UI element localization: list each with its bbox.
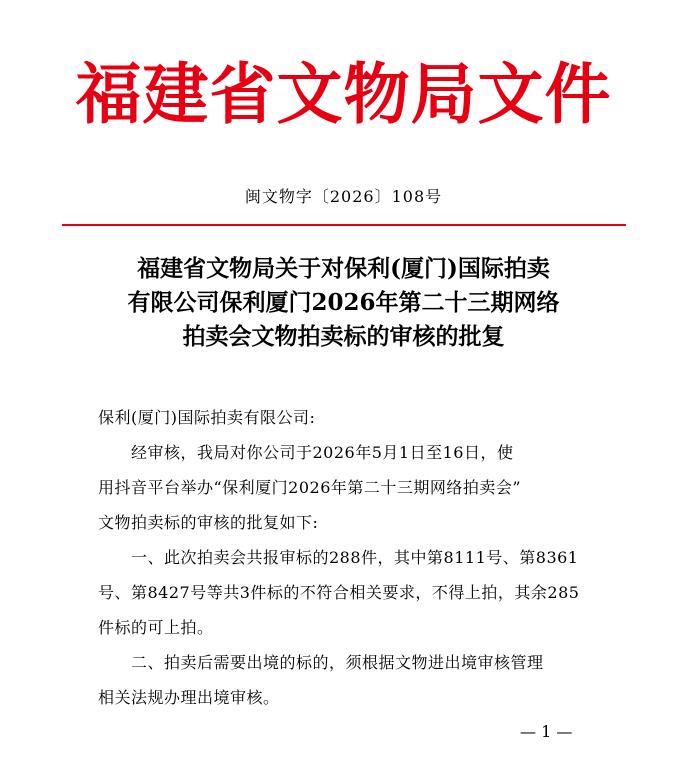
addressee: 保利(厦门)国际拍卖有限公司: bbox=[98, 408, 316, 427]
body-line-6: 件标的可上拍。 bbox=[98, 618, 214, 637]
page-number: — 1 — bbox=[520, 722, 573, 741]
title-line-2: 有限公司保利厦门2026年第二十三期网络 bbox=[127, 289, 560, 316]
body-line-2: 用抖音平台举办“保利厦门2026年第二十三期网络拍卖会” bbox=[98, 478, 522, 497]
body-line-4: 一、此次拍卖会共报审标的288件，其中第8111号、第8361 bbox=[131, 548, 579, 567]
body-line-3: 文物拍卖标的审核的批复如下: bbox=[98, 513, 319, 532]
body-line-8: 相关法规办理出境审核。 bbox=[98, 688, 280, 707]
document-body bbox=[98, 400, 603, 715]
title-line-1: 福建省文物局关于对保利(厦门)国际拍卖 bbox=[137, 255, 550, 282]
issuer-header-title: 福建省文物局文件 bbox=[75, 55, 612, 133]
title-line-3: 拍卖会文物拍卖标的审核的批复 bbox=[182, 323, 505, 350]
body-line-5: 号、第8427号等共3件标的不符合相关要求，不得上拍，其余285 bbox=[98, 583, 580, 602]
document-number: 闽文物字〔2026〕108号 bbox=[244, 187, 443, 206]
document-title bbox=[0, 252, 687, 354]
body-line-1: 经审核，我局对你公司于2026年5月1日至16日，使 bbox=[131, 443, 514, 462]
body-line-7: 二、拍卖后需要出境的标的，须根据文物进出境审核管理 bbox=[131, 653, 544, 672]
red-divider-line bbox=[62, 224, 626, 226]
